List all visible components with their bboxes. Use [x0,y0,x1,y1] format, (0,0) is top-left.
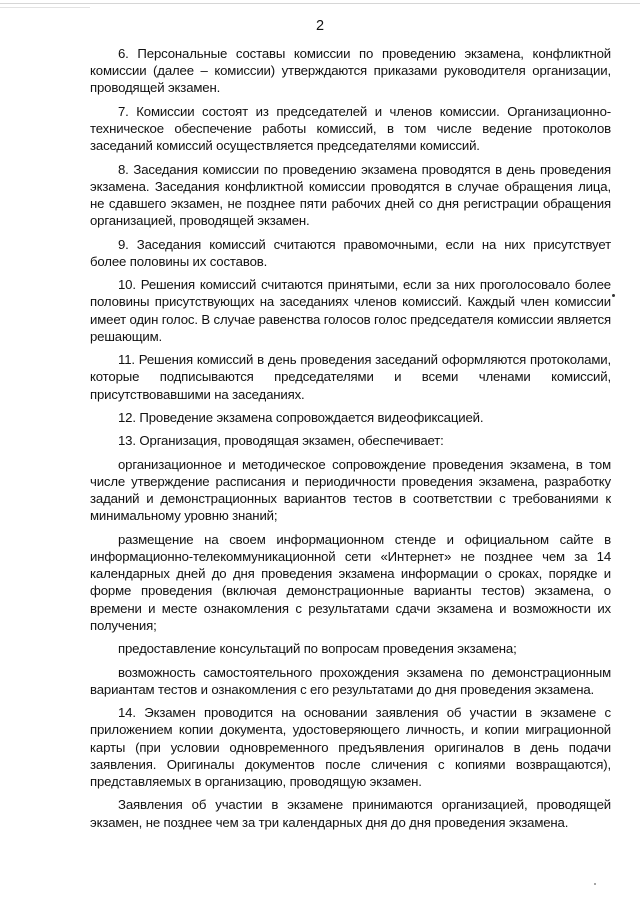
paragraph-9: 9. Заседания комиссий считаются правомочными, если на них присутствует более половины их составов. [90,236,611,269]
paragraph-14: 14. Экзамен проводится на основании заявления об участии в экзамене с приложением копии документа, удостоверяющего личность, и копии миграционной карты (при условии одновременного предъявления оригиналов в день подачи заявления. Оригиналы документов после сличения с копиями возвращаются), представляемых в организацию, проводящую экзамен. [90,705,611,789]
list-item-consultations: предоставление консультаций по вопросам проведения экзамена; [118,641,517,657]
list-item-self-testing: возможность самостоятельного прохождения экзамена по демонстрационным вариантам тестов и ознакомления с его результатами до дня проведения экзамена. [90,664,611,697]
scan-speck [594,883,596,885]
paragraph-10: 10. Решения комиссий считаются принятыми, если за них проголосовало более половины присутствующих на заседаниях членов комиссий. Каждый член комиссии имеет один голос. В случае равенства голосов голос председателя комиссии является решающим. [90,277,611,344]
paragraph-8: 8. Заседания комиссии по проведению экзамена проводятся в день проведения экзамена. Заседания конфликтной комиссии проводятся в случае обращения лица, не сдавшего экзамен, не позднее пяти рабочих дней со дня регистрации обращения организацией, проводящей экзамен. [90,161,611,229]
scan-artifact-line [0,7,90,8]
paragraph-12: 12. Проведение экзамена сопровождается видеофиксацией. [118,409,484,425]
paragraph-6: 6. Персональные составы комиссии по проведению экзамена, конфликтной комиссии (далее – комиссии) утверждаются приказами руководителя организации, проводящей экзамен. [90,46,611,96]
paragraph-applications: Заявления об участии в экзамене принимаются организацией, проводящей экзамен, не позднее чем за три календарных дня до дня проведения экзамена. [90,797,611,830]
page-number: 2 [315,18,325,34]
paragraph-7: 7. Комиссии состоят из председателей и членов комиссии. Организационно-техническое обеспечение работы комиссий, в том числе ведение протоколов заседаний комиссий осуществляется председателями комиссий. [90,103,611,154]
document-body [90,45,611,837]
scan-artifact-line [0,3,640,4]
paragraph-11: 11. Решения комиссий в день проведения заседаний оформляются протоколами, которые подписываются председателями и всеми членами комиссий, присутствовавшими на заседаниях. [90,352,611,402]
paragraph-13: 13. Организация, проводящая экзамен, обеспечивает: [118,433,444,449]
list-item-information-posting: размещение на своем информационном стенде и официальном сайте в информационно-телекоммуникационной сети «Интернет» не позднее чем за 14 календарных дней до дня проведения экзамена информации о сроках, порядке и форме проведения (включая демонстрационные варианты тестов) экзамена, о времени и месте ознакомления с результатами сдачи экзамена и возможности их получения; [90,531,611,633]
list-item-methodical-support: организационное и методическое сопровождение проведения экзамена, в том числе утверждение расписания и периодичности проведения экзамена, разработку заданий и демонстрационных вариантов тестов в соответствии с требованиями к минимальному уровню знаний; [90,456,611,524]
scan-speck [612,294,615,297]
